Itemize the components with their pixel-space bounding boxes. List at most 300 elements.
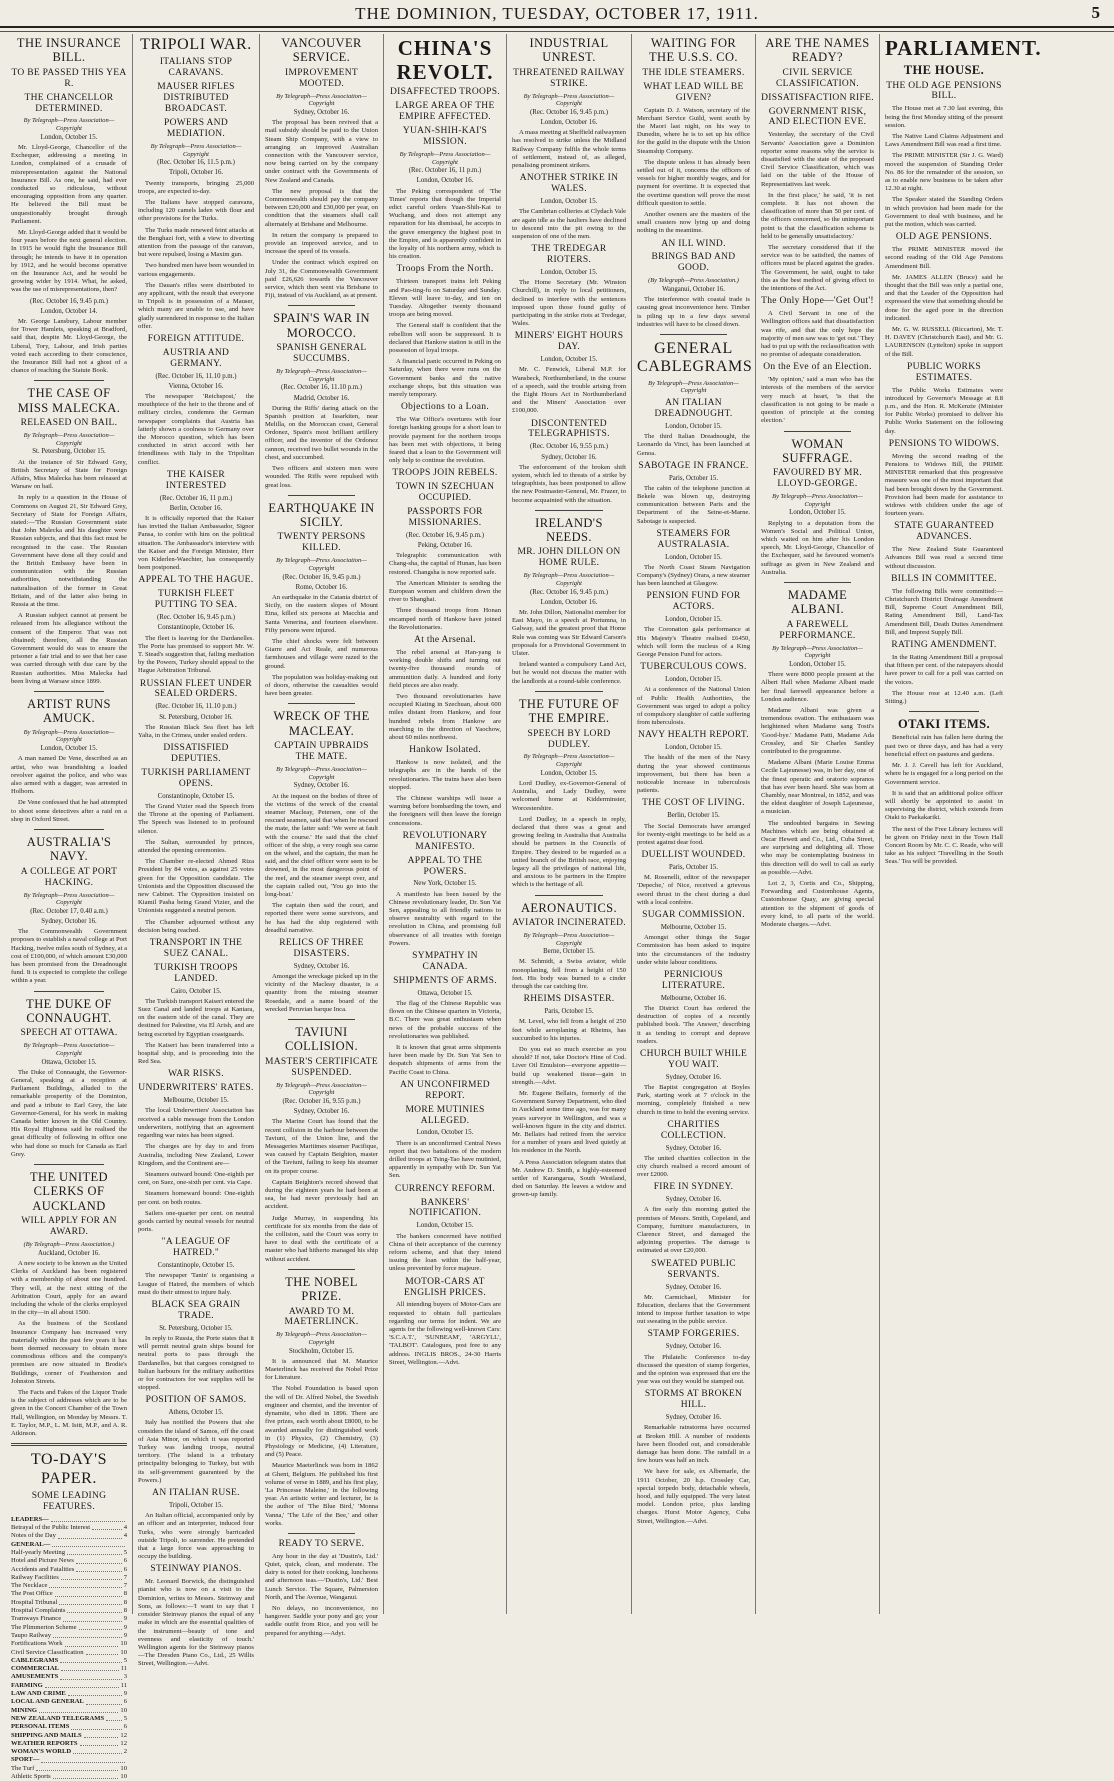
article-paragraph: The newspaper 'Tanin' is organising a League of Hatred, the members of which must do their utmost to injure Italy. [138,1272,254,1296]
article-dateline: Ottawa, October 15. [41,1058,97,1066]
column-rule [535,691,603,692]
leading-features-list [11,1516,127,1781]
article-paragraph: We have for sale, ex Albemarle, the 1911 October, 20 h.p. Crossley Car, special torpedo body, detachable wheels, hood, and fully equipped. The very latest model. London price, plus landing charges. Hurst Motor Agency, Cuba Street, Wellington.—Advt. [637,1468,750,1525]
article-dateline: London, October 15. [416,1129,474,1137]
article-dateline: (Rec. October 17, 0.40 a.m.) [30,907,108,915]
column-8 [880,34,1042,1614]
article-dateline: (Rec. October 16, 11.10 p.m.) [155,372,237,380]
article-dateline: (Rec. October 16, 9.45 p.m.) [157,614,235,622]
column-rule [660,334,728,335]
article-subheading: PERNICIOUS LITERATURE. [661,969,726,991]
article-paragraph: There is an unconfirmed Central News report that two battalions of the modern drilled troops at Tsing-Tao have mutinied, apparently in sympathy with Dr. Sun Yat Sen. [389,1139,501,1180]
press-credit: By Telegraph—Press Association—Copyright [523,92,615,108]
article-paragraph: In the Rating Amendment Bill a proposal that fifteen per cent. of the ratepayers should have power to call for a poll was carried on the voices. [885,653,1003,686]
column-rule [909,711,980,712]
article-paragraph: Under the contract which expired on July 31, the Commonwealth Government paid £26,626 towards the Vancouver service, which then went via Brisbane to Fiji, instead of via Auckland, as at present. [265,259,378,300]
article-paragraph: As the business of the Scotland Insurance Company has increased very materially within the past few years it has been deemed necessary to obtain more commodious offices and the company's premises are now situated in Brodie's Buildings, corner of Featherston and Johnston Streets. [11,1320,127,1385]
article-subheading: TROOPS JOIN REBELS. [392,468,498,479]
article-subheading: AN ITALIAN DREADNOUGHT. [654,398,733,420]
feature-item [11,1748,127,1756]
article-paragraph: The North Coast Steam Navigation Company's (Sydney) Orara, a new steamer has been launched at Glasgow. [637,563,750,588]
press-credit: By Telegraph—Press Association—Copyright [276,557,367,572]
feature-label: FARMING [11,1681,43,1689]
article-headline: WAITING FOR THE U.S.S. CO. [649,36,738,65]
article-paragraph: The Nobel Foundation is based upon the will of Dr. Alfred Nobel, the Swedish engineer and chemist, and the inventor of dynamite, who died in 1896. There are five prizes, each worth about £8000, to be awarded annually for distinguished work in (1) Physics, (2) Chemistry, (3) Physiology or Medicine, (4) Literature, and (5) Peace. [265,1385,378,1459]
article-subheading: LARGE AREA OF THE EMPIRE AFFECTED. [395,101,495,123]
press-credit: By Telegraph—Press Association—Copyright [523,931,615,947]
article-subheading: TRANSPORT IN THE SUEZ CANAL. [149,938,243,959]
article-subheading: WILL APPLY FOR AN AWARD. [21,1216,117,1238]
article-paragraph: The Coronation gala performance at His Majesty's Theatre realised £6450, which will form the nucleus of a King George Pension Fund for actors. [637,626,750,659]
feature-label: GENERAL— [11,1540,51,1548]
column-rule [34,380,104,381]
feature-page: 10 [120,1640,127,1648]
feature-label: SHIPPING AND MAILS [11,1731,82,1739]
leader-dots [92,1524,122,1530]
article-dateline: (Rec. October 16, 11.5 p.m.) [157,159,235,167]
article-paragraph: The population was holiday-making out of doors, otherwise the casualties would have been greater. [265,673,378,698]
article-paragraph: Madame Albani was given a tremendous ovation. The enthusiasm was heightened when Madame sang Tosti's 'Good-bye.' Madame Patti, Madame Ada Crossley, and Sir Charles Santley contributed to the programme. [761,706,874,755]
article-subheading: THE KAISER INTERESTED [165,469,227,491]
article-subheading: WHAT LEAD WILL BE GIVEN? [643,81,744,103]
article-subheading: DISCONTENTED TELEGRAPHISTS. [528,418,610,440]
article-paragraph: During the Riffs' daring attack on the Spanish position at Issarkiten, near Melilla, on the Moroccan coast, General Ordonez, Spain's most brilliant artillery officer, and the inventor of the Ordonez cannon, received two bullet wounds in the chest, and succumbed. [265,404,378,461]
leader-dots [65,1640,119,1646]
article-subheading: UNDERWRITERS' RATES. [138,1083,254,1094]
article-paragraph: The Chamber re-elected Ahmed Riza President by 84 votes, as against 25 votes given for the Opposition candidate. The Unionists and the Opposition discussed the new Cabinet. The Opposition insisted on Kiamil Pasha being Grand Vizier, and the Unionists suggested a neutral person. [138,858,254,915]
article-subheading: RHEIMS DISASTER. [523,994,615,1005]
feature-label: CABLEGRAMS [11,1656,59,1664]
article-subheading: TUBERCULOUS COWS. [640,662,747,673]
article-dateline: (Rec. October 16, 11.10 p.m.) [155,703,237,711]
article-subheading: SWEATED PUBLIC SERVANTS. [651,1258,736,1280]
feature-item [11,1765,127,1773]
article-paragraph: A man named De Vene, described as an artist, who was brandishing a loaded revolver against the police, and who was also armed with a dagger, was arrested in Holborn. [11,755,127,796]
article-paragraph: M. Level, who fell from a height of 250 feet while aeroplaning at Rheims, has succumbed to his injuries. [512,1018,626,1042]
article-subheading: A COLLEGE AT PORT HACKING. [20,866,118,888]
article-dateline: London, October 15. [540,769,598,777]
leader-dots [79,1624,122,1630]
article-subheading: IMPROVEMENT MOOTED. [285,67,358,89]
press-credit: By Telegraph—Press Association—Copyright [23,432,115,447]
feature-item [11,1682,127,1690]
article-subheading: PENSION FUND FOR ACTORS. [646,591,741,613]
feature-label: LAW AND CRIME [11,1690,66,1698]
column-7 [756,34,880,1614]
feature-page: 12 [120,1731,127,1739]
feature-page: 11 [120,1665,127,1673]
article-dateline: London, October 15. [540,198,598,206]
article-dateline: London, October 16. [416,177,474,185]
article-paragraph: It is said that an additional police officer will shortly be appointed to assist in supervising the district, which extends from Otaki to Paekakariki. [885,789,1003,822]
article-paragraph: The Sultan, surrounded by princes, attended the opening ceremonies. [138,838,254,854]
leader-dots [39,1707,118,1713]
article-subheading: THREATENED RAILWAY STRIKE. [513,67,625,89]
article-paragraph: The new proposal is that the Commonwealth should pay the company between £20,000 and £30,000 per year, on condition that the steamers shall call alternately at Brisbane and Melbourne. [265,187,378,228]
press-credit: By Telegraph—Press Association—Copyright [150,142,242,158]
article-subheading: FOREIGN ATTITUDE. [147,333,245,344]
article-subheading: POSITION OF SAMOS. [145,1395,247,1406]
feature-label: Railway Facilities [11,1573,59,1581]
article-headline: THE INSURANCE BILL. [16,36,122,65]
article-paragraph: The bankers concerned have notified China of their acceptance of the currency reform scheme, and that they intend issuing the loan within the half-year, unless prevented by force majeure. [389,1232,501,1273]
article-subheading: The Only Hope—'Get Out'! [761,296,874,307]
article-subheading: OLD AGE PENSIONS. [895,232,993,243]
article-dateline: Sydney, October 16. [293,108,350,116]
article-dateline: Constantinople, October 16. [157,624,235,632]
article-paragraph: Mr. John Dillon, Nationalist member for East Mayo, in a speech at Portumna, in Galway, said the greatest proof that Home Rule was coming was Sir Edward Carson's proposals for a Provisional Government in Ulster. [512,609,626,658]
article-paragraph: The united charities collection in the city church realised a record amount of over £2000. [637,1154,750,1179]
article-paragraph: Hankow is now isolated, and the telegraphs are in the hands of the revolutionaries. The trains have also been stopped. [389,759,501,791]
feature-label: NEW ZEALAND TELEGRAMS [11,1714,105,1722]
article-paragraph: All intending buyers of Motor-Cars are requested to obtain full particulars regarding our terms for indent. We are agents for the following well-known Cars: 'S.C.A.T.', 'SUNBEAM', 'ARGYLL', 'TALBOT'. Catalogues, post free to any address. INGLIS BROS., 24-30 Harris Street, Wellington.—Advt. [389,1301,501,1366]
press-credit: By Telegraph—Press Association—Copyright [276,92,367,108]
article-paragraph: Steamers outward bound: One-eighth per cent, on Suez, one-sixth per cent. via Cape. [138,1170,254,1187]
article-paragraph: At the inquest on the bodies of three of the victims of the wreck of the coastal steamer Macleay, Petersen, one of the rescued seamen, said that when he rescued the mate, the latter said: 'We were at fault with the course.' He said that the chief officer of the ship, a very rough sea came on the wheel, and the captain, the man he said, and the chief officer were seen to be drowned, in the most dangerous point of the reef, and the steamer swept over, and the captain called out, 'You go into the long-boat.' [265,792,378,898]
column-rule [784,431,852,432]
article-dateline: (Rec. October 16, 11 p.m.) [159,494,233,502]
article-dateline: Melbourne, October 15. [163,1097,229,1105]
column-rule [535,895,603,896]
article-subheading: SUGAR COMMISSION. [642,910,745,921]
article-dateline: London, October 15. [665,616,722,624]
article-paragraph: The fleet is leaving for the Dardanelles. The Porte has promised to support Mr. W. T. Stead's suggestion that, failing mediation by the Powers, Turkey should appeal to the Hague Arbitration Tribunal. [138,634,254,675]
article-subheading: AVIATOR INCINERATED. [512,917,626,928]
article-subheading: AUSTRIA AND GERMANY. [162,347,230,369]
press-credit: (By Telegraph—Press Association.) [23,1241,115,1249]
feature-page: 6 [123,1565,127,1573]
leader-dots [61,1574,122,1580]
leader-dots [41,1756,125,1762]
press-credit: By Telegraph—Press Association—Copyright [772,644,863,660]
article-paragraph: Italy has notified the Powers that she considers the island of Samos, off the coast of Asia Minor, on which it was reported Turkey was landing troops, neutral territory. (The island is a tributary principality belonging to Turkey, but with its self-government guaranteed by the Powers.) [138,1419,254,1484]
article-dateline: St. Petersburg, October 16. [159,713,233,721]
article-headline: ARE THE NAMES READY? [765,36,870,65]
article-dateline: Paris, October 15. [668,864,719,872]
article-subheading: THE OLD AGE PENSIONS BILL. [886,80,1002,102]
article-paragraph: Mr. George Lansbury, Labour member for Tower Hamlets, speaking at Bradford, said that, despite Mr. Lloyd-George, the Liberal, Tory, Labour, and Irish parties voted each according to their conscience, the Insurance Bill had not a ghost of a chance of reaching the Statute Book. [11,317,127,375]
leader-dots [67,1549,122,1555]
feature-item [11,1557,127,1565]
article-subheading: PASSPORTS FOR MISSIONARIES. [407,507,483,528]
leader-dots [53,1773,119,1779]
feature-label: Accidents and Fatalities [11,1565,75,1573]
article-headline: THE HOUSE. [903,63,985,78]
article-subheading: TURKISH FLEET PUTTING TO SEA. [154,589,238,611]
feature-label: Civil Service Classification [11,1648,84,1656]
press-credit: By Telegraph—Press Association—Copyright [276,1081,367,1097]
article-headline: AERONAUTICS. [520,900,618,915]
leader-dots [86,1649,119,1655]
article-paragraph: M. Schmidt, a Swiss aviator, while monoplaning, fell from a height of 150 feet. His body was burned to a cinder through the car catching fire. [512,958,626,991]
feature-page: 8 [123,1590,127,1598]
article-paragraph: The War Office's overtures with four foreign banking groups for a short loan to provide payment for the northern troops has been met with objections, it being feared that a loan to the Government will only help to continue the revolution. [389,416,501,465]
article-paragraph: The chief shocks were felt between Giarre and Aci Reale, and numerous farmhouses and village were razed to the ground. [265,638,378,670]
column-rule [34,829,104,830]
column-rule [288,703,356,704]
feature-page: 4 [123,1524,127,1532]
article-paragraph: Mr. Lloyd-George added that it would be four years before the next general election. In 1915 he would fight the Insurance Bill through; he intends to have it in operation by 1912, and he would become operative on the Insurance Act, and he would be growing wider by 1914. What, he asked, was the use of misrepresentations, then? [11,229,127,294]
feature-item [11,1549,127,1557]
article-subheading: At the Arsenal. [414,635,476,646]
feature-label: Taupo Railway [11,1631,52,1639]
article-subheading: BILLS IN COMMITTEE. [891,573,997,584]
article-subheading: AWARD TO M. MAETERLINCK. [284,1306,359,1328]
leader-dots [68,1690,122,1696]
article-dateline: London, October 15. [789,661,846,669]
feature-page: 9 [123,1615,127,1623]
article-paragraph: Mr. Leonard Borwick, the distinguished pianist who is now on a visit to the Dominion, writes to Messrs. Steinway and Sons, as follows:—'I want to say that I consider Steinway pianos the equal of any make in which are the essential qualities of the instrument—beauty of tone and evenness and elasticity of touch.' Wellington agents for the Steinway pianos—The Dresden Piano Co., Ltd., 25 Willis Street, Wellington.—Advt. [138,1578,254,1668]
leader-dots [53,1632,122,1638]
article-dateline: (Rec. October 16, 11 p.m.) [408,167,482,175]
article-headline: TO-DAY'S PAPER. [30,1451,108,1487]
leader-dots [60,1673,121,1679]
article-subheading: CIVIL SERVICE CLASSIFICATION. [776,67,859,89]
article-headline: THE DUKE OF CONNAUGHT. [26,996,112,1026]
feature-item [11,1516,127,1524]
article-subheading: THE COST OF LIVING. [642,798,745,809]
article-headline: TAVIUNI COLLISION. [284,1025,359,1054]
article-paragraph: The Home Secretary (Mr. Winston Churchill), in reply to local petitioners, declined to interfere with the sentences imposed upon those found guilty of participating in the strike riots at Tredegar, Wales. [512,279,626,328]
article-paragraph: At a conference of the National Union of Public Health Authorities, the Government was urged to adopt a policy of compulsory slaughter of cattle suffering from tuberculosis. [637,686,750,727]
article-subheading: SYMPATHY IN CANADA. [412,951,478,972]
article-headline: THE UNITED CLERKS OF AUCKLAND [30,1170,108,1213]
article-paragraph: The Turks made renewed feint attacks at the Benghazi fort, with a view to diverting attention from the passage of the caravan, but were repulsed, losing a Maxim gun. [138,226,254,259]
article-paragraph: Mr. JAMES ALLEN (Bruce) said he thought that the Bill was only a partial one, and that the Leader of the Opposition had expressed the view that something should be done for the aged poor in the direction indicated. [885,273,1003,322]
article-dateline: (Rec. October 16, 11.10 p.m.) [280,384,363,392]
feature-item [11,1541,127,1549]
feature-page: 11 [120,1681,127,1689]
leader-dots [71,1723,121,1729]
feature-item [11,1740,127,1748]
article-paragraph: The Philatelic Conference to-day discussed the question of stamp forgeries, and the opinion was expressed that ere the year was out they would be stamped out. [637,1353,750,1386]
article-subheading: MR. JOHN DILLON ON HOME RULE. [517,547,621,569]
article-paragraph: Thirteen transport trains left Peking and Pao-ting-fu on Saturday and Sunday. Eleven will leave to-day, and ten on Tuesday. Altogether twenty thousand troops are being moved. [389,278,501,319]
feature-item [11,1773,127,1781]
article-paragraph: The Chamber adjourned without any decision being reached. [138,918,254,934]
article-subheading: TURKISH PARLIAMENT OPENS. [141,767,251,789]
article-headline: THE FUTURE OF THE EMPIRE. [518,696,620,726]
article-subheading: NAVY HEALTH REPORT. [638,730,749,741]
article-subheading: YUAN-SHIH-KAI'S MISSION. [402,126,488,147]
feature-page: 10 [120,1764,127,1772]
article-paragraph: The House rose at 12.40 a.m. (Left Sitting.) [885,689,1003,705]
article-dateline: London, October 15. [40,745,98,753]
article-paragraph: In the first place,' he said, 'it is not complete. It has not shown the classification of more than 50 per cent. of the officers concerned, so the unimportant point is that the classification scheme is held to be generally unsatisfactory.' [761,191,874,240]
article-paragraph: A Press Association telegram states that Mr. Andrew D. Smith, a highly-esteemed settler of Karangarua, South Westland, died on Saturday. He leaves a widow and grown-up family. [512,1158,626,1199]
feature-item [11,1640,127,1648]
article-dateline: Berlin, October 16. [169,504,223,512]
article-dateline: (Rec. October 16, 9.55 p.m.) [282,1097,361,1105]
leader-dots [76,1566,121,1572]
article-paragraph: The New Zealand State Guaranteed Advances Bill was read a second time without discussion. [885,546,1003,570]
article-paragraph: The Duke of Connaught, the Governor-General, speaking at a reception at Parliament Buildings, alluded to the remarkable prosperity of the Dominion, and paid a tribute to Earl Grey, the late Governor-General, for his work in making Canada better known in the Old Country. His Royal Highness said he realised the great difficulty of following in office one who had done so much for Canada as Earl Grey. [11,1068,127,1158]
article-dateline: Madrid, October 16. [293,394,350,402]
article-dateline: Sydney, October 16. [293,1108,350,1116]
feature-item [11,1582,127,1590]
article-paragraph: It is known that great arms shipments have been made by Dr. Sun Yat Sen to despatch shipments of arms from the Pacific Coast to China. [389,1043,501,1076]
feature-label: WEATHER REPORTS [11,1739,78,1747]
leader-dots [49,1582,121,1588]
feature-label: Hospital Complaints [11,1607,66,1615]
article-paragraph: At the instance of Sir Edward Grey, British Secretary of State for Foreign Affairs, Miss Malecka has been released at Warsaw on bail. [11,458,127,491]
feature-item [11,1756,127,1764]
article-paragraph: Mr. G. W. RUSSELL (Riccarton), Mr. T. H. DAVEY (Christchurch East), and Mr. G. LAURENSON (Lyttelton) spoke in support of the Bill. [885,325,1003,358]
feature-item [11,1657,127,1665]
article-subheading: APPEAL TO THE POWERS. [407,855,483,877]
article-dateline: Peking, October 16. [417,542,473,550]
masthead-title: THE DOMINION, TUESDAY, OCTOBER 17, 1911. [355,4,759,23]
article-headline: GENERAL CABLEGRAMS [637,339,753,376]
article-headline: WOMAN SUFFRAGE. [782,436,853,465]
article-paragraph: The Russian Black Sea fleet has left Yalta, in the Crimea, under sealed orders. [138,723,254,739]
article-headline: EARTHQUAKE IN SICILY. [268,500,375,530]
article-dateline: Sydney, October 16. [665,1144,722,1152]
article-dateline: Constantinople, October 15. [157,1262,235,1270]
article-dateline: Stockholm, October 15. [289,1347,354,1355]
article-paragraph: The interference with coastal trade is causing great inconvenience here. Timber is piling up in a few days several industries will have to be closed down. [637,296,750,328]
article-paragraph: 'My opinion,' said a man who has the interests of the members of the service very much at heart, 'is that the classification is not going to be made a question of principle at the coming election.' [761,376,874,425]
feature-page: 10 [120,1773,127,1780]
feature-label: Hotel and Picture News [11,1557,74,1565]
article-dateline: Constantinople, October 15. [157,792,235,800]
column-rule [784,582,852,583]
article-subheading: FAVOURED BY MR. LLOYD-GEORGE. [772,468,863,490]
leader-dots [63,1615,122,1621]
article-headline: ARTIST RUNS AMUCK. [27,697,111,726]
leader-dots [106,1715,122,1721]
leader-dots [67,1607,121,1613]
leader-dots [73,1748,122,1754]
article-subheading: SOME LEADING FEATURES. [31,1490,107,1512]
feature-label: Notes of the Day [11,1532,56,1540]
article-subheading: CHARITIES COLLECTION. [660,1119,727,1141]
feature-label: AMUSEMENTS [11,1673,59,1681]
article-subheading: THE TREDEGAR RIOTERS. [531,244,607,266]
article-paragraph: The captain then said the court, and reported there were some survivors, and he has had the ship registered with dreadful narrative. [265,902,378,934]
article-paragraph: The Facts and Fakes of the Liquor Trade is the subject of addresses which are to be given in the Concert Chamber of the Town Hall, Wellington, on Monday by Messrs. T. E. Taylor, M.P., L. M. Isitt, M.P., and A. R. Atkinson. [11,1388,127,1437]
article-paragraph: Lot 2, 3, Cortis and Co., Shipping, Forwarding and Customhouse Agents, Customhouse Quay, are giving special attention to the shipment of goods of every kind, to all parts of the world. Moderate charges.—Advt. [761,880,874,929]
article-paragraph: The Grand Vizier read the Speech from the Throne at the opening of Parliament. The Speech was listened to in profound silence. [138,802,254,835]
column-4 [384,34,507,1614]
article-headline: IRELAND'S NEEDS. [535,515,603,545]
page-number: 5 [1091,3,1100,22]
column-rule [34,1164,104,1165]
article-paragraph: The Chinese warships will issue a warning before bombarding the town, and the foreigners will then leave the foreign concessions. [389,794,501,827]
article-dateline: (Rec. October 16, 9.55 p.m.) [530,443,608,451]
leader-dots [84,1732,119,1738]
article-subheading: SPANISH GENERAL SUCCUMBS. [276,343,367,365]
article-subheading: BANKERS' NOTIFICATION. [408,1197,482,1219]
article-paragraph: There were 8000 people present at the Albert Hall when Madame Albani made her final farewell appearance before a London audience. [761,671,874,703]
article-paragraph: Twenty transports, bringing 25,000 troops, are expected to-day. [138,179,254,195]
feature-item [11,1590,127,1598]
article-subheading: STEAMERS FOR AUSTRALASIA. [656,528,731,550]
article-dateline: Vienna, October 16. [168,382,224,390]
feature-item [11,1532,127,1540]
article-paragraph: A manifesto has been issued by the Chinese revolutionary leader, Dr. Sun Yat Sen, appealing to all friendly nations to observe neutrality with regard to the revolution in China, and promising full observance of all treaties with foreign Powers. [389,890,501,947]
article-dateline: London, October 15. [665,744,722,752]
article-dateline: Paris, October 15. [668,474,719,482]
article-subheading: TOWN IN SZECHUAN OCCUPIED. [395,482,495,504]
feature-item [11,1524,127,1532]
feature-label: PERSONAL ITEMS [11,1723,70,1731]
article-subheading: READY TO SERVE. [278,1538,365,1549]
article-paragraph: Mr. Lloyd-George, Chancellor of the Exchequer, addressing a meeting in London, complained of a crusade of misrepresentation against the National Insurance Bill. As one, he said, had ever conducted so ridiculous, without encouraging opposition from any quarter. He believed the Bill must be unquestionably brought through Parliament. [11,143,127,225]
column-rule [288,305,356,306]
article-paragraph: The PRIME MINISTER (Sir J. G. Ward) moved the suspension of Standing Order No. 86 for the remainder of the session, so as to enable new business to be taken after 12.30 at night. [885,152,1003,193]
press-credit: By Telegraph—Press Association—Copyright [23,891,115,907]
article-dateline: Sydney, October 16. [665,1414,722,1422]
article-dateline: Sydney, October 16. [665,1283,722,1291]
article-subheading: STATE GUARANTEED ADVANCES. [894,521,994,543]
leader-dots [80,1740,119,1746]
feature-page: 5 [123,1714,127,1722]
feature-label: Fortifications Work [11,1640,63,1648]
article-headline: MADAME ALBANI. [787,588,848,617]
article-headline: THE NOBEL PRIZE. [285,1274,358,1304]
feature-label: LOCAL AND GENERAL [11,1698,84,1706]
press-credit: By Telegraph—Press Association—Copyright [523,753,615,769]
article-paragraph: The Social Democrats have arranged for twenty-eight meetings to be held as a protest against dear food. [637,822,750,846]
article-paragraph: Telegraphic communication with Chang-sha, the capital of Hunan, has been restored. Changsha is now reported safe. [389,552,501,576]
leader-dots [51,1516,125,1522]
article-paragraph: The flag of the Chinese Republic was flown on the Chinese quarters in Victoria, B.C. There was great enthusiasm when news of the probable success of the revolutionaries was published. [389,999,501,1040]
article-dateline: Melbourne, October 16. [660,994,727,1002]
leader-dots [61,1665,119,1671]
article-paragraph: The newspaper 'Reichspost,' the mouthpiece of the heir to the throne and of military circles, condemns the German newspaper complaints that Austria has latterly shown a coolness to Germany over the Morocco question, which has been conducted in strict accord with her friendliness with Italy in the Tripolitan conflict. [138,393,254,466]
article-paragraph: In return the company is prepared to provide an improved service, and to increase the speed of its vessels. [265,231,378,256]
leader-dots [52,1541,125,1547]
article-paragraph: The Peking correspondent of 'The Times' reports that though the Imperial edict careful orders Yuan-Shih-Kai to Wuchang, and does not attempt any reparation for his dismissal, he accepts in the grave emergency the highest post in the Empire, and is apparently confident in the loyalty of his northern army, which is his creation. [389,187,501,261]
article-paragraph: An Italian official, accompanied only by an officer and an interpreter, induced four Turks, who were strongly barricaded outside Tripoli, to surrender. He pretended that a large force was approaching to occupy the building. [138,1512,254,1561]
article-subheading: DISSATISFACTION RIFE. [761,92,874,103]
article-subheading: CURRENCY REFORM. [395,1183,495,1194]
article-dateline: St. Petersburg, October 15. [159,1324,233,1332]
feature-label: MINING [11,1706,38,1714]
feature-page: 10 [120,1706,127,1714]
feature-item [11,1599,127,1607]
column-5 [507,34,632,1614]
article-headline: OTAKI ITEMS. [897,717,991,732]
article-paragraph: In reply to Russia, the Porte states that it will permit neutral grain ships bound for neutral ports to pass through the Dardanelles, but that cargoes consigned to Italian harbours for the military authorities or for contractors for war supplies will be stopped. [138,1334,254,1392]
press-credit: By Telegraph—Press Association—Copyright [772,493,863,508]
article-dateline: Tripoli, October 16. [168,169,224,177]
article-subheading: MORE MUTINIES ALLEGED. [405,1104,485,1126]
feature-page: 5 [123,1548,127,1556]
article-subheading: RELICS OF THREE DISASTERS. [279,938,364,959]
article-subheading: REVOLUTIONARY MANIFESTO. [402,830,488,852]
feature-page: 5 [123,1656,127,1664]
feature-label: The Plimmerton Scheme [11,1623,77,1631]
article-paragraph: The secretary considered that if the service was to be satisfied, the names of officers must be placed against the grades. The Government, he said, ought to take this as the best method of giving effect to the intentions of the Act. [761,244,874,293]
feature-label: Betrayal of the Public Interest [11,1524,91,1532]
article-subheading: RATING AMENDMENT. [891,639,997,650]
article-headline: WRECK OF THE MACLEAY. [273,709,370,738]
article-paragraph: Remarkable rainstorms have occurred at Broken Hill. A number of residents have been flooded out, and considerable damage has been done. The rainfall in a few hours was half an inch. [637,1424,750,1465]
article-subheading: MAUSER RIFLES DISTRIBUTED BROADCAST. [157,82,235,115]
article-dateline: London, October 14. [40,307,98,315]
article-paragraph: The Turkish transport Kaiseri entered the Suez Canal and landed troops at Kantara, on the eastern side of the canal. They are destined for Palestine, via El Arish, and are being escorted by Egyptian coastguards. [138,997,254,1038]
article-subheading: SABOTAGE IN FRANCE. [638,460,749,471]
article-paragraph: The health of the men of the Navy during the year showed continuous improvement, but there has been a noticeable increase in tuberculosis patients. [637,754,750,795]
article-paragraph: A Russian subject cannot at present be released from his allegiance without the consent of the Emperor. That was not obtained; therefore, all the Russian Government would do was to ensure the prisoner a fair trial and to see that her case was carried through with due care by the Russian authorities. Miss Malecka had been living at Warsaw since 1899. [11,612,127,685]
article-subheading: MASTER'S CERTIFICATE SUSPENDED. [265,1056,378,1078]
press-credit: By Telegraph—Press Association—Copyright [23,117,115,133]
article-paragraph: The Marine Court has found that the recent collision in the harbour between the Taviuni, of the Union line, and the Messageries Maritimes steamer Pacifique, was caused by Captain Beighton, master of the Taviuni, failing to keep his steamer on its proper course. [265,1118,378,1175]
article-subheading: THE IDLE STEAMERS. [642,67,745,78]
article-subheading: BRINGS BAD AND GOOD. [651,252,736,274]
